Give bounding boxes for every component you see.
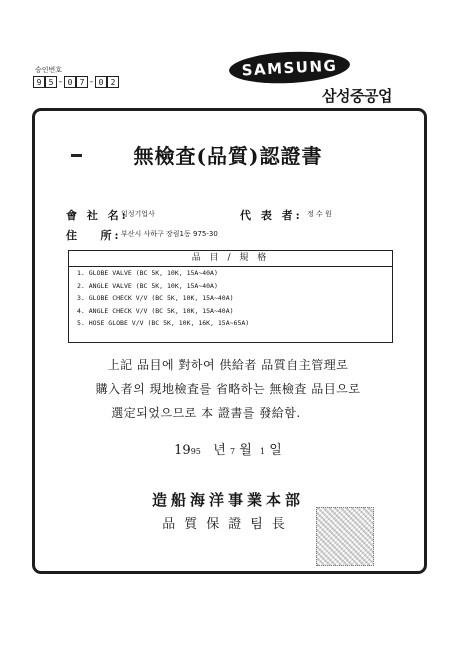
item-row: 5. HOSE GLOBE V/V (BC 5K, 10K, 16K, 15A~65A) bbox=[77, 319, 250, 327]
representative-value: 정 수 원 bbox=[307, 210, 332, 218]
issuer-department: 造船海洋事業本部 bbox=[151, 491, 304, 509]
issuer-title: 品質保證팀長 bbox=[162, 517, 294, 532]
official-seal bbox=[316, 507, 374, 566]
approval-number bbox=[33, 76, 119, 88]
approval-digit: 9 bbox=[33, 76, 45, 88]
company-name-korean: 삼성중공업 bbox=[322, 87, 392, 105]
date-day: 1 bbox=[260, 447, 266, 456]
approval-digit: 7 bbox=[76, 76, 88, 88]
logo-brand: SAMSUNG bbox=[241, 56, 338, 79]
approval-digit: 2 bbox=[107, 76, 119, 88]
date-month-unit: 월 bbox=[239, 443, 252, 458]
address-label: 住 所: bbox=[66, 229, 122, 242]
approval-separator: - bbox=[58, 77, 63, 87]
approval-digit: 0 bbox=[64, 76, 76, 88]
date-century: 19 bbox=[174, 443, 191, 458]
body-text-line: 選定되었으므로 本 證書를 發給함. bbox=[111, 406, 301, 420]
body-text-line: 購入者의 現地檢査를 省略하는 無檢査 品目으로 bbox=[95, 382, 361, 396]
certificate-title: 無檢査(品質)認證書 bbox=[133, 144, 323, 168]
date-year-unit: 년 bbox=[213, 443, 226, 458]
item-row: 1. GLOBE VALVE (BC 5K, 10K, 15A~40A) bbox=[77, 269, 218, 277]
item-row: 4. ANGLE CHECK V/V (BC 5K, 10K, 15A~40A) bbox=[77, 306, 234, 315]
approval-digit: 5 bbox=[45, 76, 57, 88]
address-value: 부산시 사하구 장림1동 975-30 bbox=[121, 230, 218, 238]
date-day-unit: 일 bbox=[269, 443, 282, 458]
issue-date bbox=[0, 439, 456, 458]
date-month: 7 bbox=[229, 447, 236, 456]
representative-label: 代 表 者: bbox=[240, 209, 303, 222]
item-row: 2. ANGLE VALVE (BC 5K, 10K, 15A~40A) bbox=[77, 281, 218, 290]
approval-digit: 0 bbox=[95, 76, 107, 88]
company-value: 일성기업사 bbox=[121, 210, 155, 218]
item-row: 3. GLOBE CHECK V/V (BC 5K, 10K, 15A~40A) bbox=[77, 294, 234, 302]
company-label: 會 社 名: bbox=[66, 209, 129, 222]
date-year: 95 bbox=[190, 447, 201, 456]
approval-separator: - bbox=[89, 77, 94, 87]
items-table bbox=[68, 250, 393, 343]
approval-number-label: 승인번호 bbox=[35, 66, 63, 74]
samsung-logo bbox=[228, 49, 350, 86]
items-header: 品 目 / 規 格 bbox=[69, 251, 392, 267]
body-text-line: 上記 品目에 對하여 供給者 品質自主管理로 bbox=[107, 358, 349, 372]
